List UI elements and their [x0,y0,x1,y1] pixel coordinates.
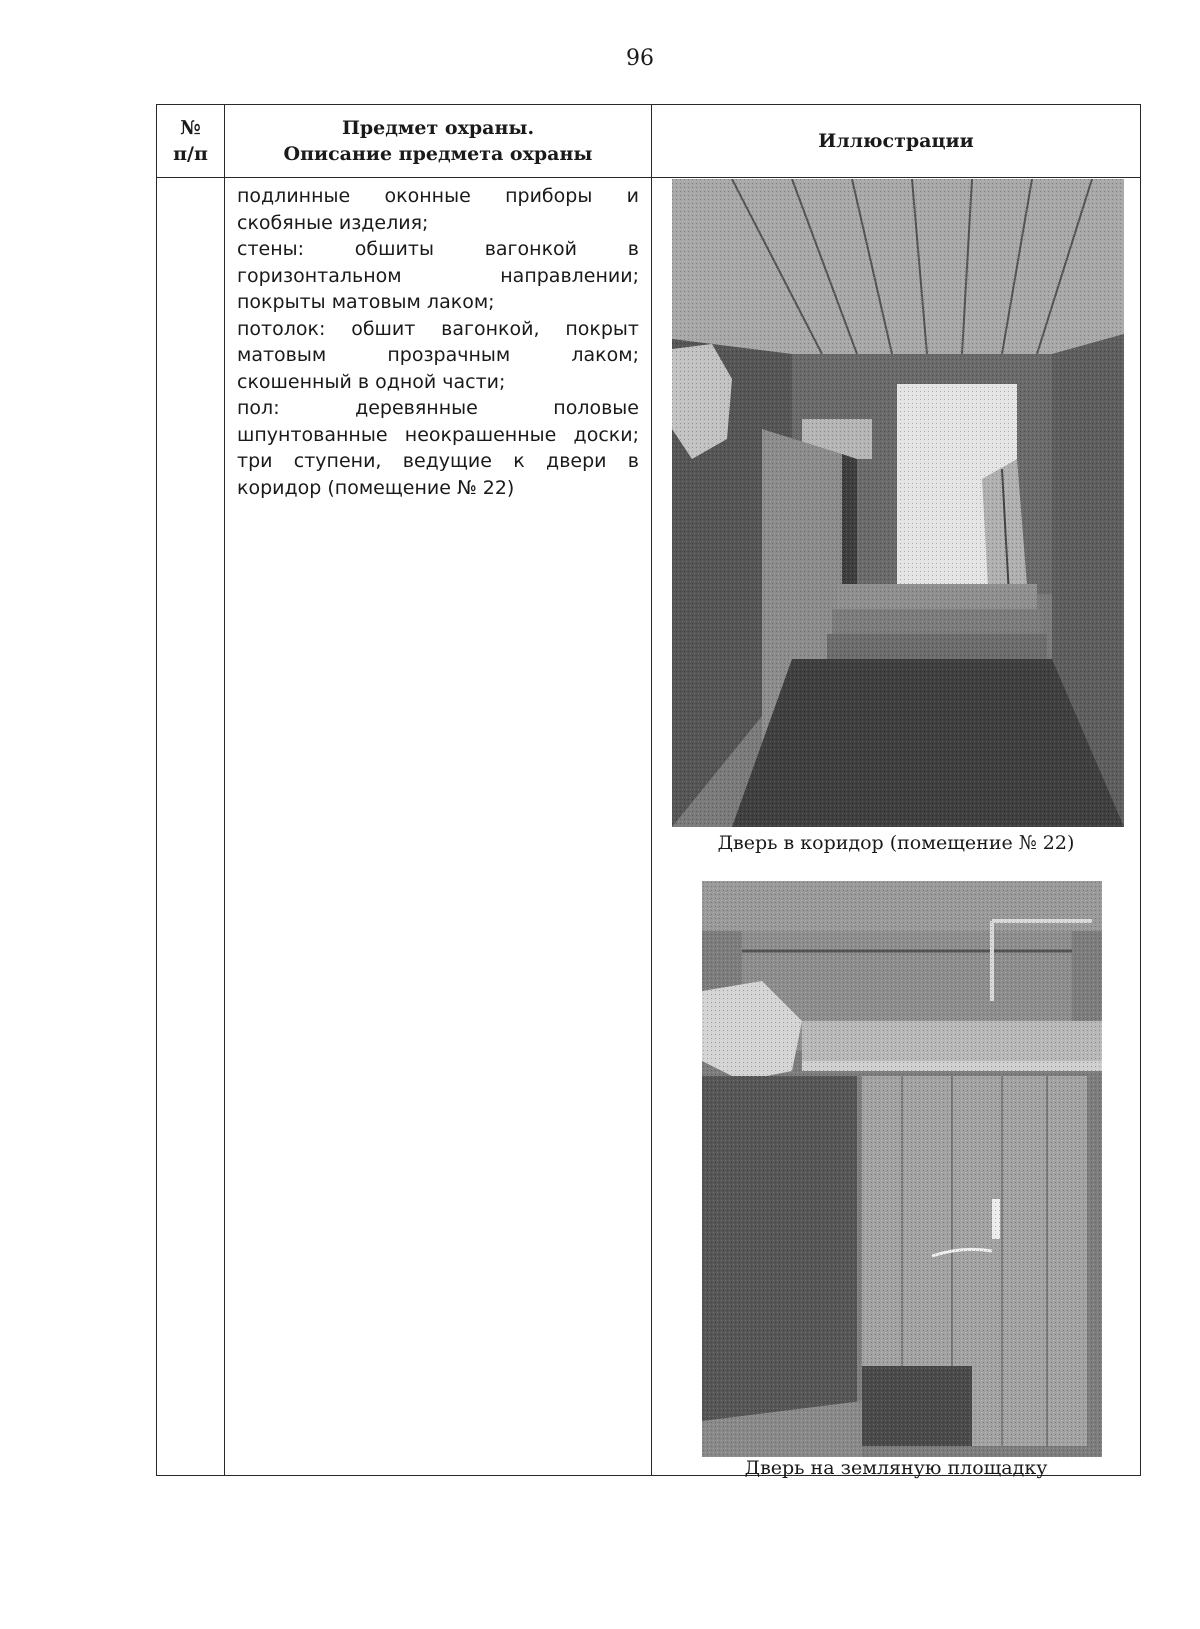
description-paragraph: подлинные оконные приборы и скобяные изделия; [237,185,639,234]
header-description-line2: Описание предмета охраны [283,143,593,165]
header-number-line1: № [180,117,201,139]
description-paragraph: пол: деревянные половые шпунтованные неокрашенные доски; три ступени, ведущие к двери в коридор (помещение № 22) [237,397,639,499]
description-paragraph: потолок: обшит вагонкой, покрыт матовым прозрачным лаком; скошенный в одной части; [237,317,639,393]
photo-caption: Дверь на земляную площадку [744,1457,1048,1479]
column-divider [224,105,225,1475]
column-divider [651,105,652,1475]
photo-earthen-platform-door-image [702,881,1102,1457]
photo-earthen-platform-door [702,881,1102,1457]
description-cell [237,183,639,501]
header-description [225,105,651,177]
header-illustrations [652,105,1140,177]
photo-caption: Дверь в коридор (помещение № 22) [717,832,1075,854]
header-number-line2: п/п [173,143,208,165]
description-paragraph: стены: обшиты вагонкой в горизонтальном направлении; покрыты матовым лаком; [237,238,639,313]
protection-table [156,104,1141,1479]
photo-corridor-door [672,179,1124,827]
header-divider [157,177,1140,178]
photo-corridor-door-image [672,179,1124,827]
header-illustrations-label: Иллюстрации [818,130,974,152]
header-description-line1: Предмет охраны. [341,117,535,139]
page-number: 96 [626,46,654,71]
header-number [157,105,224,177]
